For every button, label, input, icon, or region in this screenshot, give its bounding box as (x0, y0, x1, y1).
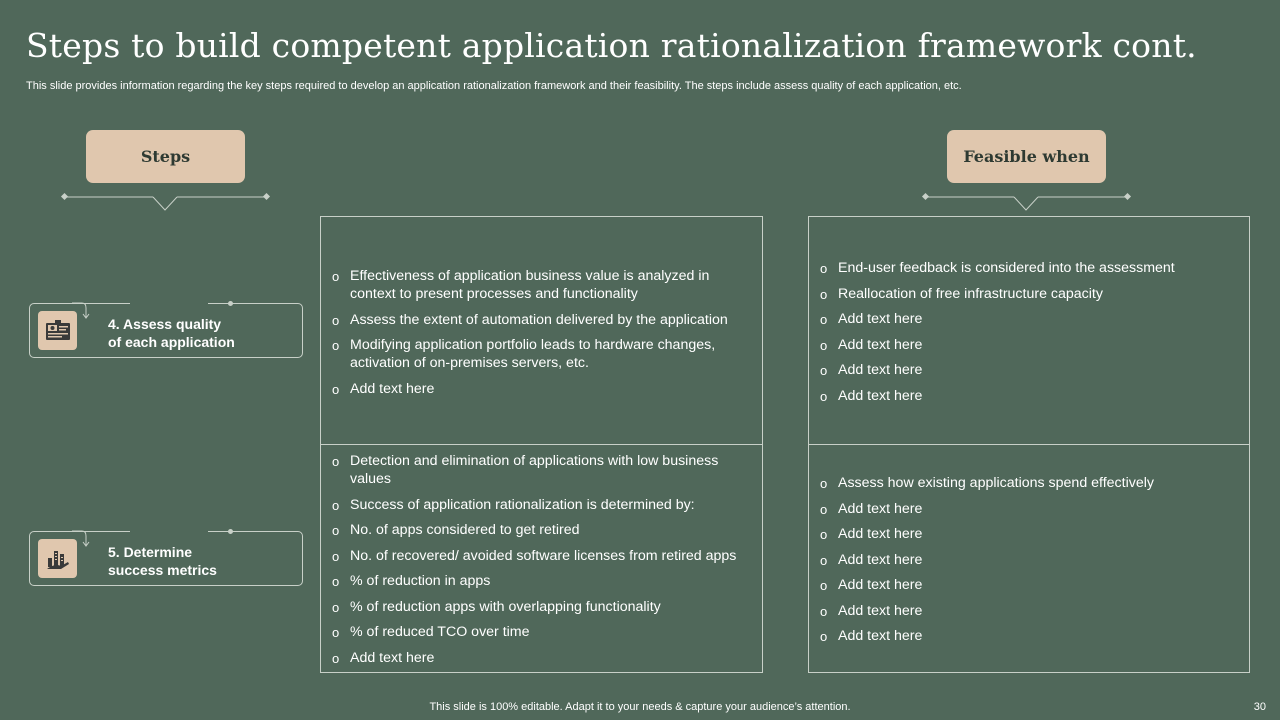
list-item: o Add text here (809, 551, 1233, 569)
step-card-gap (130, 302, 208, 306)
list-item: o Add text here (809, 336, 1233, 354)
feasible-list (809, 474, 1233, 645)
feasible-box-assess-quality (808, 216, 1250, 444)
list-item: o % of reduced TCO over time (321, 623, 738, 641)
list-item: o Reallocation of free infrastructure capacity (809, 285, 1233, 303)
step-label: 5. Determine success metrics (108, 544, 217, 578)
list-item: o Add text here (809, 627, 1233, 645)
slide-subtitle: This slide provides information regarding the key steps required to develop an application rationalization framework and their feasibility. The steps include assess quality of each application, etc. (26, 80, 962, 92)
step-label: 4. Assess quality of each application (108, 316, 235, 350)
step-card-gap (130, 530, 208, 534)
list-item: o Add text here (809, 361, 1233, 379)
feasible-bracket (921, 190, 1133, 216)
feasible-header: Feasible when (947, 130, 1106, 183)
list-item: o Add text here (809, 500, 1233, 518)
list-item: o Add text here (321, 380, 738, 398)
step-card-dot (228, 301, 233, 306)
list-item: o No. of recovered/ avoided software licenses from retired apps (321, 547, 738, 565)
steps-bracket (60, 190, 272, 216)
list-item: o Add text here (809, 310, 1233, 328)
list-item: o % of reduction apps with overlapping functionality (321, 598, 738, 616)
step-card-dot (228, 529, 233, 534)
list-item: o Modifying application portfolio leads to hardware changes, activation of on-premises servers, etc. (321, 336, 738, 372)
list-item: o Add text here (809, 525, 1233, 543)
list-item: o Effectiveness of application business value is analyzed in context to present processes and functionality (321, 267, 738, 303)
steps-header: Steps (86, 130, 245, 183)
list-item: o Assess how existing applications spend effectively (809, 474, 1233, 492)
list-item: o Add text here (809, 576, 1233, 594)
list-item: o Add text here (321, 649, 738, 667)
list-item: o % of reduction in apps (321, 572, 738, 590)
feasible-list (809, 259, 1233, 405)
details-box-assess-quality (320, 216, 763, 444)
bar-chart-icon (38, 539, 77, 578)
list-item: o Add text here (809, 387, 1233, 405)
page-number: 30 (1253, 701, 1266, 713)
list-item: o Detection and elimination of applications with low business values (321, 452, 738, 488)
step-card-determine-metrics (29, 531, 303, 586)
details-list (321, 452, 738, 667)
step-card-assess-quality (29, 303, 303, 358)
list-item: o End-user feedback is considered into the assessment (809, 259, 1233, 277)
slide-footer: This slide is 100% editable. Adapt it to your needs & capture your audience’s attention. (429, 701, 851, 713)
details-box-determine-metrics (320, 444, 763, 673)
list-item: o Assess the extent of automation delivered by the application (321, 311, 738, 329)
list-item: o Success of application rationalization is determined by: (321, 496, 738, 514)
list-item: o Add text here (809, 602, 1233, 620)
slide-title: Steps to build competent application rationalization framework cont. (26, 26, 1197, 65)
dashboard-icon (38, 311, 77, 350)
feasible-box-determine-metrics (808, 444, 1250, 673)
details-list (321, 267, 738, 398)
list-item: o No. of apps considered to get retired (321, 521, 738, 539)
